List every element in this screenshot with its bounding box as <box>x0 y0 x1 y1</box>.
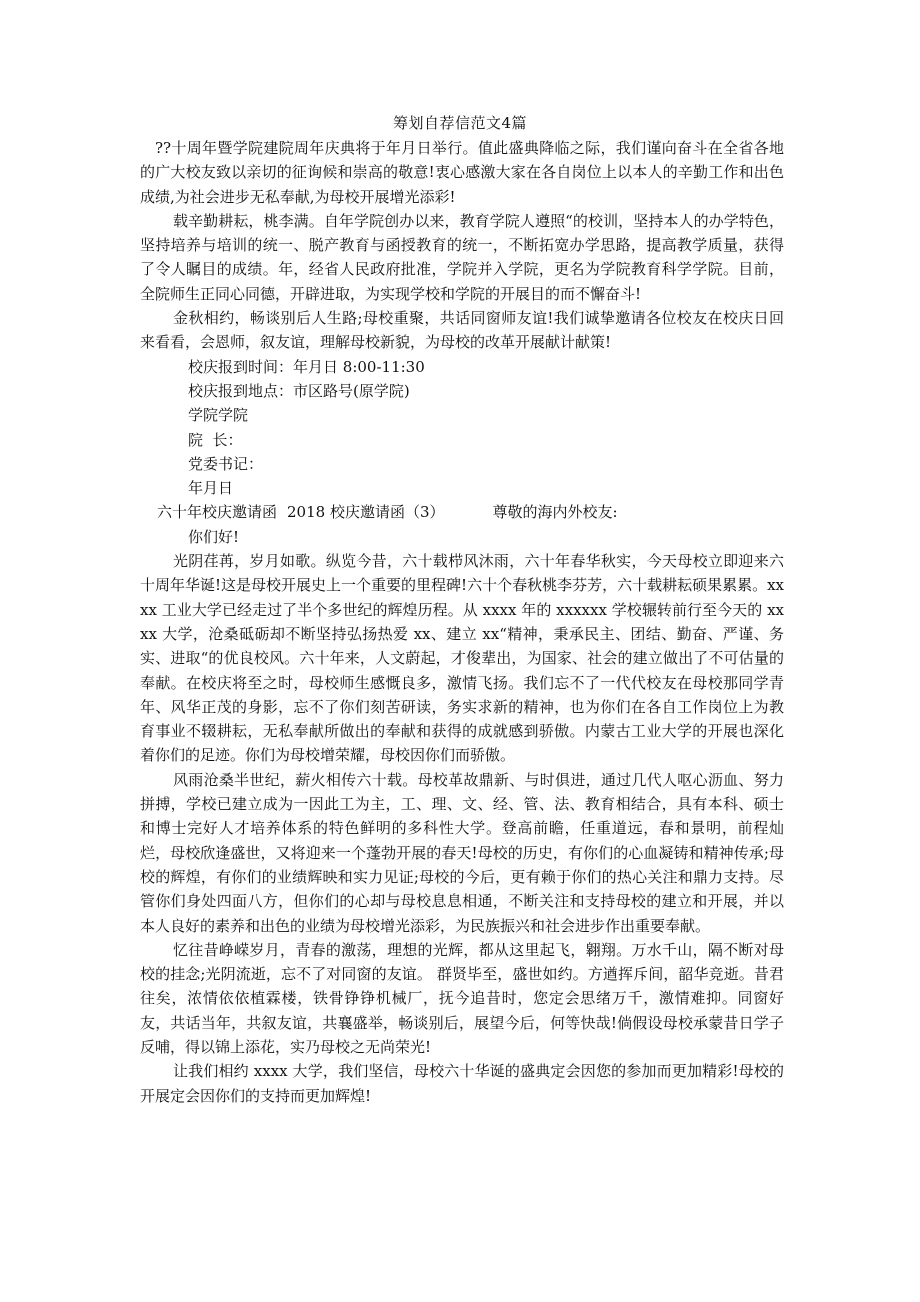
document-body <box>140 136 784 1108</box>
invitation-heading <box>140 500 784 524</box>
paragraph-sixty-years: 光阴荏苒，岁月如歌。纵览今昔，六十载栉风沐雨，六十年春华秋实，今天母校立即迎来六十周年华诞!这是母校开展史上一个重要的里程碑!六十个春秋桃李芬芳，六十载耕耘硕果累累。xxxx 工业大学已经走过了半个多世纪的辉煌历程。从 xxxx 年的 xxxxxx 学校辗转前行至今天的 xxxx 大学，沧桑砥砺却不断坚持弘扬热爱 xx、建立 xx“精神，秉承民主、团结、勤奋、严谨、务实、进取“的优良校风。六十年来，人文蔚起，才俊辈出，为国家、社会的建立做出了不可估量的奉献。在校庆将至之时，母校师生感慨良多，激情飞扬。我们忘不了一代代校友在母校那同学青年、风华正茂的身影，忘不了你们刻苦研读，务实求新的精神，也为你们在各自工作岗位上为教育事业不辍耕耘，无私奉献所做出的奉献和获得的成就感到骄傲。内蒙古工业大学的开展也深化着你们的足迹。你们为母校增荣耀，母校因你们而骄傲。 <box>140 552 784 765</box>
signature-college: 学院学院 <box>188 406 249 425</box>
invitation-salutation: 尊敬的海内外校友: <box>492 503 618 522</box>
signature-date: 年月日 <box>188 479 234 498</box>
invitation-heading-title: 六十年校庆邀请函 <box>157 503 278 522</box>
paragraph-memories: 忆往昔峥嵘岁月，青春的激荡，理想的光辉，都从这里起飞，翱翔。万水千山，隔不断对母校的挂念;光阴流逝，忘不了对同窗的友谊。 群贤毕至，盛世如约。方遒挥斥间，韶华竞逝。昔君往矣，浓情依依植霖楼，铁骨铮铮机械厂，抚今追昔时，您定会思绪万千，激情难抑。同窗好友，共话当年，共叙友谊，共襄盛举，畅谈别后，展望今后，何等快哉!倘假设母校承蒙昔日学子反哺，得以锦上添花，实乃母校之无尚荣光! <box>140 940 784 1056</box>
paragraph-celebration-notice: ??十周年暨学院建院周年庆典将于年月日举行。值此盛典降临之际，我们谨向奋斗在全省各地的广大校友致以亲切的征询候和崇高的敬意!衷心感激大家在各自岗位上以本人的辛勤工作和出色成绩,为社会进步无私奉献,为母校开展增光添彩! <box>140 139 784 206</box>
invitation-heading-subtitle: 2018 校庆邀请函（3） <box>287 503 445 522</box>
signature-party-secretary: 党委书记： <box>188 454 264 473</box>
paragraph-closing: 让我们相约 xxxx 大学，我们坚信，母校六十华诞的盛典定会因您的参加而更加精彩!母校的开展定会因你们的支持而更加辉煌! <box>140 1062 784 1105</box>
signature-dean: 院 长： <box>188 430 243 449</box>
registration-time: 校庆报到时间：年月日 8:00-11:30 <box>188 357 425 376</box>
document-title: 筹划自荐信范文4篇 <box>392 114 528 132</box>
greeting: 你们好! <box>188 527 240 546</box>
paragraph-invitation: 金秋相约，畅谈别后人生路;母校重聚，共话同窗师友谊!我们诚挚邀请各位校友在校庆日回来看看，会恩师，叙友谊，理解母校新貌，为母校的改革开展献计献策! <box>140 309 784 352</box>
registration-place: 校庆报到地点：市区路号(原学院) <box>188 381 410 400</box>
paragraph-college-history: 载辛勤耕耘，桃李满。自年学院创办以来，教育学院人遵照“的校训，坚持本人的办学特色，坚持培养与培训的统一、脱产教育与函授教育的统一，不断拓宽办学思路，提高教学质量，获得了令人瞩目的成绩。年，经省人民政府批准，学院并入学院，更名为学院教育科学学院。目前，全院师生正同心同德，开辟进取，为实现学校和学院的开展目的而不懈奋斗! <box>140 211 784 303</box>
paragraph-half-century: 风雨沧桑半世纪，薪火相传六十载。母校革故鼎新、与时俱进，通过几代人呕心沥血、努力拼搏，学校已建立成为一因此工为主，工、理、文、经、管、法、教育相结合，具有本科、硕士和博士完好人才培养体系的特色鲜明的多科性大学。登高前瞻，任重道远，春和景明，前程灿烂，母校欣逢盛世，又将迎来一个蓬勃开展的春天!母校的历史，有你们的心血凝铸和精神传承;母校的辉煌，有你们的业绩辉映和实力见证;母校的今后，更有赖于你们的热心关注和鼎力支持。尽管你们身处四面八方，但你们的心却与母校息息相通，不断关注和支持母校的建立和开展，并以本人良好的素养和出色的业绩为母校增光添彩，为民族振兴和社会进步作出重要奉献。 <box>140 770 784 935</box>
